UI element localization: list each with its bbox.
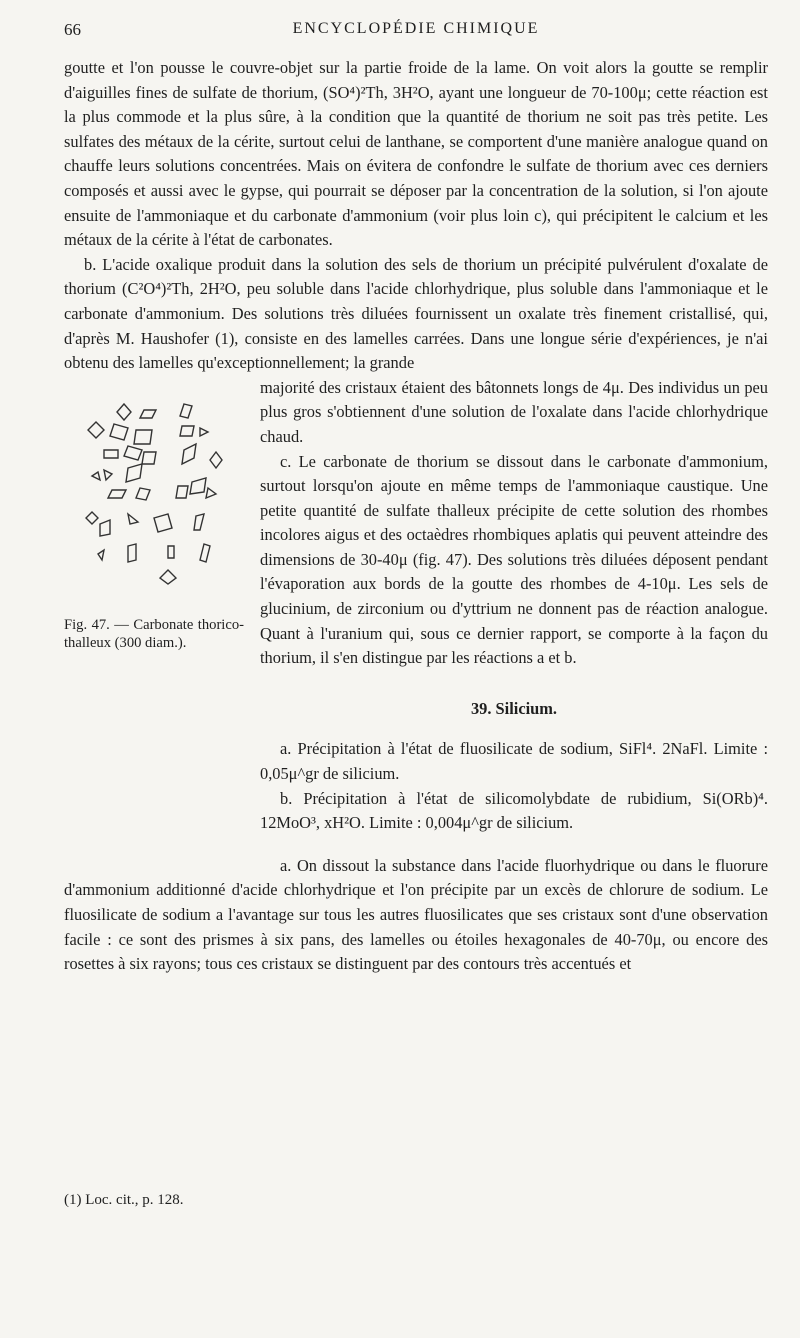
paragraph-3: majorité des cristaux étaient des bâtonnets longs de 4μ. Des individus un peu plus gros s'obtiennent d'une solution de l'oxalate dans l'acide chlorhydrique chaud. [260, 377, 768, 446]
paragraph-4: c. Le carbonate de thorium se dissout dans le carbonate d'ammonium, surtout lorsqu'on ajoute en même temps de l'ammoniaque caustique. Une petite quantité de sulfate thalleux précipite de cette solution des rhombes incolores aigus et des octaèdres rhombiques aplatis qui peuvent atteindre des dimensions de 30-40μ (fig. 47). Des solutions très diluées déposent pendant l'évaporation aux bords de la goutte des rhombes de 4-10μ. Les sels de glucinium, de zirconium ou d'yttrium ne donnent pas de réaction analogue. Quant à l'uranium qui, sous ce dernier rapport, se comporte à la façon du thorium, il s'en distingue par les réactions a et b. [260, 451, 768, 668]
crystal-illustration [84, 394, 234, 594]
page-header [64, 20, 768, 42]
paragraph-5: a. Précipitation à l'état de fluosilicate de sodium, SiFl⁴. 2NaFl. Limite : 0,05μ^gr de silicium. [260, 739, 768, 784]
paragraph-2: b. L'acide oxalique produit dans la solution des sels de thorium un précipité pulvérulent d'oxalate de thorium (C²O⁴)²Th, 2H²O, peu soluble dans l'acide chlorhydrique, plus soluble dans l'ammoniaque et le carbonate d'ammonium. Des solutions très diluées fournissent un oxalate très finement cristallisé, qui, d'après M. Haushofer (1), consiste en des lamelles carrées. Dans une longue série d'expériences, je n'ai obtenu des lamelles qu'exceptionnellement; la grande [64, 254, 768, 373]
paragraph-1: goutte et l'on pousse le couvre-objet sur la partie froide de la lame. On voit alors la goutte se remplir d'aiguilles fines de sulfate de thorium, (SO⁴)²Th, 3H²O, ayant une longueur de 70-100μ; cette réaction est la plus commode et la plus sûre, à la condition que la quantité de thorium ne soit pas très petite. Les sulfates des métaux de la cérite, surtout celui de lanthane, se comportent d'une manière analogue quand on chauffe leurs solutions concentrées. Mais on évitera de confondre le sulfate de thorium avec ces derniers composés et aussi avec le gypse, qui pourrait se déposer par la concentration de la solution, si l'on ajoute ensuite de l'ammoniaque et du carbonate d'ammonium (voir plus loin c), qui précipitent le calcium et les métaux de la cérite à l'état de carbonates. [64, 58, 768, 250]
footnote: (1) Loc. cit., p. 128. [64, 1192, 184, 1208]
figure-47 [64, 376, 254, 856]
body-text [64, 56, 768, 977]
paragraph-6: b. Précipitation à l'état de silicomolybdate de rubidium, Si(ORb)⁴. 12MoO³, xH²O. Limite : 0,004μ^gr de silicium. [260, 788, 768, 833]
running-title: ENCYCLOPÉDIE CHIMIQUE [292, 20, 540, 37]
paragraph-7: a. On dissout la substance dans l'acide fluorhydrique ou dans le fluorure d'ammonium additionné d'acide chlorhydrique et l'on précipite par un excès de chlorure de sodium. Le fluosilicate de sodium a l'avantage sur tous les autres fluosilicates que ses cristaux sont d'une observation facile : ce sont des prismes à six pans, des lamelles ou étoiles hexagonales de 40-70μ, ou encore des rosettes à six rayons; tous ces cristaux se distinguent par des contours très accentués et [64, 855, 768, 974]
section-heading: 39. Silicium. [470, 698, 558, 718]
figure-caption: Fig. 47. — Carbonate thorico-thalleux (300 diam.). [64, 616, 244, 651]
page-number: 66 [64, 20, 81, 39]
